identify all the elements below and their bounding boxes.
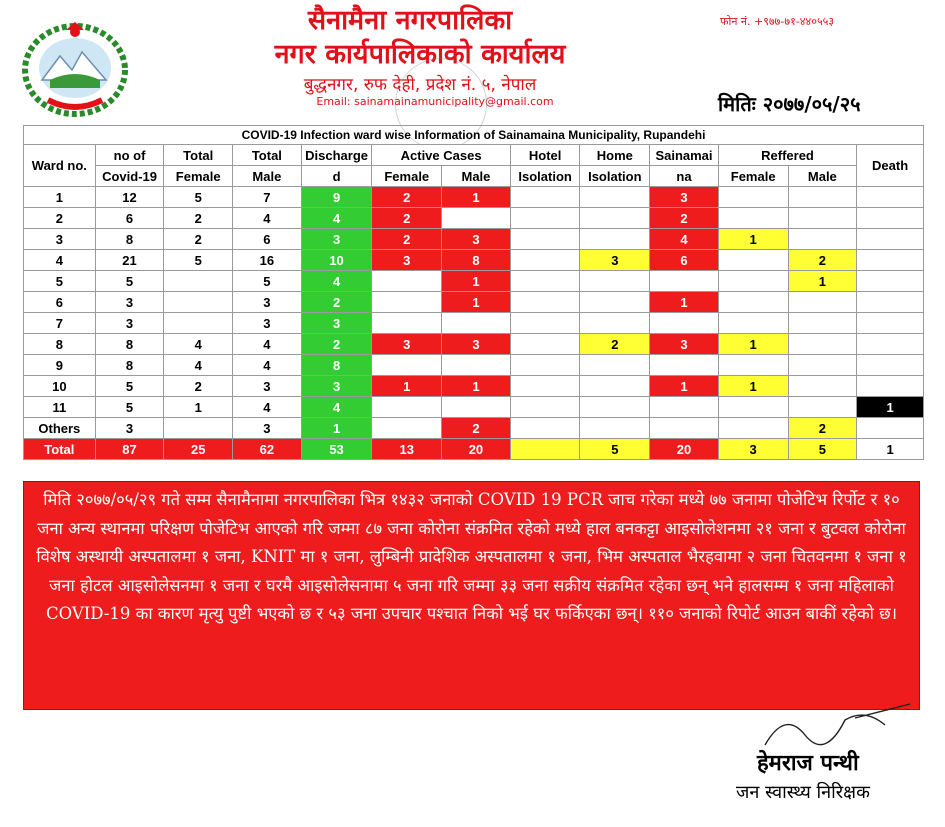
cell-discharged: 1	[301, 418, 372, 439]
cell-covid: 3	[95, 292, 164, 313]
cell-ref-female: 1	[718, 229, 788, 250]
cell-ref-male: 2	[788, 418, 857, 439]
cell-covid: 12	[95, 187, 164, 208]
cell-female: 2	[164, 376, 233, 397]
cell-active-male	[442, 397, 511, 418]
cell-ref-female	[718, 397, 788, 418]
table-row	[24, 418, 924, 439]
cell-sainamaina: 1	[650, 376, 719, 397]
header-covid-1: no of	[95, 145, 164, 166]
total-death: 1	[857, 439, 924, 460]
cell-discharged: 9	[301, 187, 372, 208]
cell-home	[580, 397, 650, 418]
cell-male: 4	[233, 334, 302, 355]
cell-death	[857, 292, 924, 313]
header-ref-male: Male	[788, 166, 857, 187]
office-email: Email: sainamainamunicipality@gmail.com	[316, 95, 554, 108]
cell-female: 1	[164, 397, 233, 418]
header-discharged-1: Discharge	[301, 145, 372, 166]
cell-hotel	[510, 250, 580, 271]
cell-sainamaina	[650, 313, 719, 334]
header-male-2: Male	[233, 166, 302, 187]
cell-ref-male	[788, 187, 857, 208]
cell-covid: 21	[95, 250, 164, 271]
cell-active-male	[442, 208, 511, 229]
header-ref-female: Female	[718, 166, 788, 187]
cell-covid: 5	[95, 376, 164, 397]
cell-male: 3	[233, 313, 302, 334]
office-address: बुद्धनगर, रुफ देही, प्रदेश नं. ५, नेपाल	[303, 75, 537, 95]
cell-ref-male	[788, 376, 857, 397]
header-home-1: Home	[580, 145, 650, 166]
table-title: COVID-19 Infection ward wise Information of Sainamaina Municipality, Rupandehi	[23, 125, 924, 144]
cell-ref-male	[788, 313, 857, 334]
cell-home	[580, 229, 650, 250]
cell-sainamaina: 3	[650, 334, 719, 355]
header-active: Active Cases	[372, 145, 510, 166]
cell-active-male: 3	[442, 334, 511, 355]
cell-female	[164, 313, 233, 334]
cell-death	[857, 418, 924, 439]
cell-ref-male	[788, 397, 857, 418]
cell-active-female: 1	[372, 376, 442, 397]
cell-sainamaina	[650, 271, 719, 292]
cell-ward: 6	[24, 292, 96, 313]
table-row	[24, 250, 924, 271]
cell-active-female	[372, 397, 442, 418]
header-active-female: Female	[372, 166, 442, 187]
total-active-female: 13	[372, 439, 442, 460]
cell-ref-female	[718, 418, 788, 439]
cell-discharged: 3	[301, 376, 372, 397]
cell-ward: Others	[24, 418, 96, 439]
total-discharged: 53	[301, 439, 372, 460]
total-sainamaina: 20	[650, 439, 719, 460]
cell-female: 4	[164, 355, 233, 376]
cell-male: 4	[233, 208, 302, 229]
cell-home	[580, 208, 650, 229]
cell-ref-female	[718, 313, 788, 334]
cell-ward: 1	[24, 187, 96, 208]
cell-death: 1	[857, 397, 924, 418]
cell-ref-female	[718, 250, 788, 271]
cell-female: 2	[164, 229, 233, 250]
cell-ref-female: 1	[718, 376, 788, 397]
covid-ward-table	[23, 125, 924, 460]
cell-active-female	[372, 271, 442, 292]
cell-female: 5	[164, 250, 233, 271]
cell-sainamaina	[650, 418, 719, 439]
cell-death	[857, 334, 924, 355]
cell-male: 7	[233, 187, 302, 208]
report-date: मितिः २०७७/०५/२५	[718, 92, 861, 116]
cell-death	[857, 271, 924, 292]
cell-discharged: 3	[301, 229, 372, 250]
cell-covid: 5	[95, 397, 164, 418]
table-row	[24, 229, 924, 250]
cell-death	[857, 187, 924, 208]
cell-sainamaina: 1	[650, 292, 719, 313]
cell-discharged: 2	[301, 292, 372, 313]
cell-female	[164, 292, 233, 313]
header-home-2: Isolation	[580, 166, 650, 187]
cell-sainamaina	[650, 355, 719, 376]
total-ref-male: 5	[788, 439, 857, 460]
cell-ward: 4	[24, 250, 96, 271]
cell-ward: 5	[24, 271, 96, 292]
cell-death	[857, 355, 924, 376]
header-hotel-2: Isolation	[510, 166, 580, 187]
cell-ref-female	[718, 292, 788, 313]
total-ward: Total	[24, 439, 96, 460]
cell-female: 4	[164, 334, 233, 355]
cell-covid: 5	[95, 271, 164, 292]
cell-ward: 9	[24, 355, 96, 376]
cell-discharged: 4	[301, 397, 372, 418]
cell-active-male	[442, 355, 511, 376]
cell-ref-male: 1	[788, 271, 857, 292]
header-sainamaina-2: na	[650, 166, 719, 187]
cell-male: 4	[233, 355, 302, 376]
cell-sainamaina	[650, 397, 719, 418]
cell-active-female: 3	[372, 334, 442, 355]
cell-active-female	[372, 292, 442, 313]
cell-ref-female	[718, 355, 788, 376]
cell-discharged: 4	[301, 271, 372, 292]
cell-active-male: 1	[442, 187, 511, 208]
header-covid-2: Covid-19	[95, 166, 164, 187]
cell-male: 4	[233, 397, 302, 418]
cell-home	[580, 313, 650, 334]
cell-female	[164, 271, 233, 292]
cell-active-male: 8	[442, 250, 511, 271]
cell-death	[857, 376, 924, 397]
table-row	[24, 208, 924, 229]
cell-hotel	[510, 313, 580, 334]
cell-ref-female	[718, 187, 788, 208]
cell-male: 5	[233, 271, 302, 292]
cell-hotel	[510, 355, 580, 376]
header-ward: Ward no.	[24, 145, 96, 187]
cell-ward: 10	[24, 376, 96, 397]
cell-ref-female	[718, 208, 788, 229]
total-row	[24, 439, 924, 460]
cell-covid: 8	[95, 334, 164, 355]
cell-active-male: 1	[442, 292, 511, 313]
cell-death	[857, 229, 924, 250]
cell-active-male	[442, 313, 511, 334]
header-referred: Reffered	[718, 145, 856, 166]
cell-covid: 8	[95, 355, 164, 376]
header-discharged-2: d	[301, 166, 372, 187]
cell-death	[857, 208, 924, 229]
cell-male: 6	[233, 229, 302, 250]
cell-home	[580, 271, 650, 292]
header-female-1: Total	[164, 145, 233, 166]
cell-hotel	[510, 208, 580, 229]
cell-active-male: 1	[442, 271, 511, 292]
cell-active-female: 2	[372, 229, 442, 250]
cell-sainamaina: 6	[650, 250, 719, 271]
cell-hotel	[510, 292, 580, 313]
header-active-male: Male	[442, 166, 511, 187]
cell-home	[580, 292, 650, 313]
cell-hotel	[510, 376, 580, 397]
cell-hotel	[510, 418, 580, 439]
cell-active-male: 1	[442, 376, 511, 397]
cell-female: 2	[164, 208, 233, 229]
cell-ward: 2	[24, 208, 96, 229]
cell-death	[857, 313, 924, 334]
cell-male: 3	[233, 292, 302, 313]
cell-discharged: 2	[301, 334, 372, 355]
cell-active-female: 2	[372, 187, 442, 208]
cell-death	[857, 250, 924, 271]
cell-home	[580, 418, 650, 439]
total-hotel	[510, 439, 580, 460]
cell-ref-male	[788, 292, 857, 313]
cell-home	[580, 355, 650, 376]
cell-hotel	[510, 271, 580, 292]
table-row	[24, 313, 924, 334]
cell-discharged: 4	[301, 208, 372, 229]
cell-hotel	[510, 397, 580, 418]
total-female: 25	[164, 439, 233, 460]
cell-covid: 3	[95, 313, 164, 334]
cell-home	[580, 187, 650, 208]
cell-active-female: 3	[372, 250, 442, 271]
cell-active-male: 2	[442, 418, 511, 439]
cell-ref-female	[718, 271, 788, 292]
cell-ref-male: 2	[788, 250, 857, 271]
cell-female: 5	[164, 187, 233, 208]
cell-covid: 3	[95, 418, 164, 439]
cell-ref-male	[788, 208, 857, 229]
header-death: Death	[857, 145, 924, 187]
municipality-name: सैनामैना नगरपालिका	[307, 5, 513, 36]
cell-hotel	[510, 229, 580, 250]
nepal-emblem-icon	[20, 18, 130, 118]
total-home: 5	[580, 439, 650, 460]
table-row	[24, 355, 924, 376]
cell-male: 3	[233, 418, 302, 439]
table-row	[24, 397, 924, 418]
cell-discharged: 8	[301, 355, 372, 376]
total-active-male: 20	[442, 439, 511, 460]
cell-active-female	[372, 418, 442, 439]
status-notice: मिति २०७७/०५/२९ गते सम्म सैनामैनामा नगरपालिका भित्र १४३२ जनाको COVID 19 PCR जाच गरेका मध्ये ७७ जनामा पोजेटिभ रिर्पोट र १० जना अन्य स्थानमा परिक्षण पोजेटिभ आएको गरि जम्मा ८७ जना कोरोना संक्रमित रहेको मध्ये हाल बनकट्टा आइसोलेशनमा २१ जना र बुटवल कोरोना विशेष अस्थायी अस्पतालमा १ जना, KNIT मा १ जना, लुम्बिनी प्रादेशिक अस्पतालमा १ जना, भिम अस्पताल भैरहवामा २ जना चितवनमा १ जना १ जना होटल आइसोलेसनमा १ जना र घरमै आइसोलेसनामा ५ जना गरि जम्मा ३३ जना सक्रीय संक्रमित रहेका छन् भने हालसम्म १ जना महिलाको COVID-19 का कारण मृत्यु पुष्टी भएको छ र ५३ जना उपचार पश्चात निको भई घर फर्किएका छन्। ११० जनाको रिपोर्ट आउन बाकीं रहेको छ।	[23, 481, 920, 710]
total-ref-female: 3	[718, 439, 788, 460]
total-covid: 87	[95, 439, 164, 460]
cell-ward: 7	[24, 313, 96, 334]
table-body	[24, 187, 924, 460]
cell-sainamaina: 3	[650, 187, 719, 208]
table-row	[24, 271, 924, 292]
table-row	[24, 334, 924, 355]
table-row	[24, 292, 924, 313]
cell-male: 3	[233, 376, 302, 397]
cell-ward: 11	[24, 397, 96, 418]
table-row	[24, 376, 924, 397]
cell-ref-male	[788, 229, 857, 250]
cell-home	[580, 376, 650, 397]
signatory-role: जन स्वास्थ्य निरिक्षक	[736, 782, 870, 803]
cell-ref-male	[788, 334, 857, 355]
cell-hotel	[510, 334, 580, 355]
cell-sainamaina: 4	[650, 229, 719, 250]
header-male-1: Total	[233, 145, 302, 166]
office-name: नगर कार्यपालिकाको कार्यालय	[274, 39, 566, 70]
total-male: 62	[233, 439, 302, 460]
cell-ward: 3	[24, 229, 96, 250]
cell-ward: 8	[24, 334, 96, 355]
cell-male: 16	[233, 250, 302, 271]
table-row	[24, 187, 924, 208]
cell-active-male: 3	[442, 229, 511, 250]
cell-active-female: 2	[372, 208, 442, 229]
header-hotel-1: Hotel	[510, 145, 580, 166]
cell-female	[164, 418, 233, 439]
cell-ref-male	[788, 355, 857, 376]
cell-discharged: 3	[301, 313, 372, 334]
cell-active-female	[372, 313, 442, 334]
cell-home: 3	[580, 250, 650, 271]
cell-covid: 6	[95, 208, 164, 229]
office-phone: फोन नं. +९७७-७१-४४०५५३	[720, 15, 835, 28]
cell-sainamaina: 2	[650, 208, 719, 229]
cell-hotel	[510, 187, 580, 208]
cell-active-female	[372, 355, 442, 376]
signatory-name: हेमराज पन्थी	[757, 751, 859, 776]
cell-discharged: 10	[301, 250, 372, 271]
header-sainamaina-1: Sainamai	[650, 145, 719, 166]
cell-covid: 8	[95, 229, 164, 250]
cell-home: 2	[580, 334, 650, 355]
cell-ref-female: 1	[718, 334, 788, 355]
header-female-2: Female	[164, 166, 233, 187]
